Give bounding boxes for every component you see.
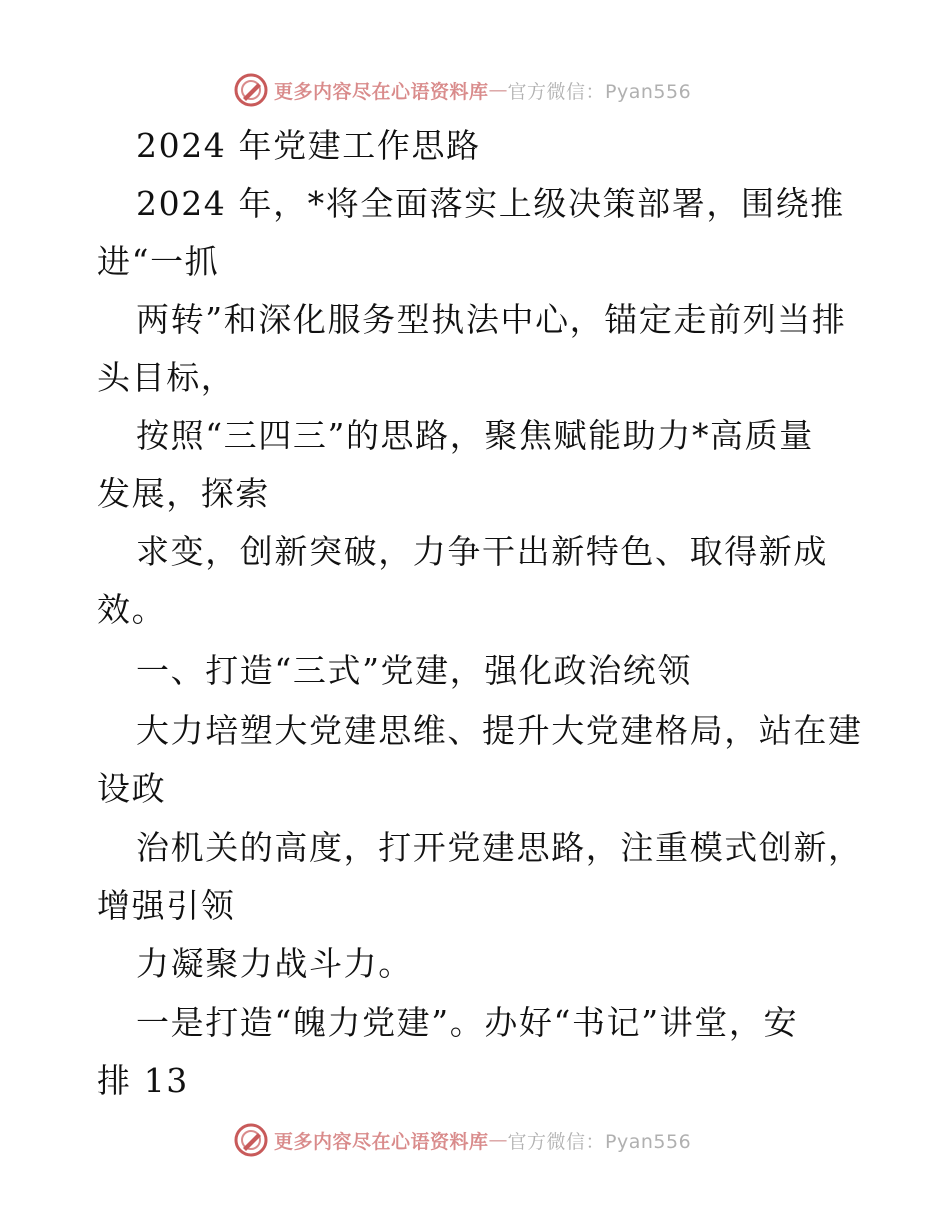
watermark-wechat: 官方微信：Pyan556: [507, 80, 692, 103]
paragraph-line: 按照“三四三”的思路，聚焦赋能助力*高质量: [136, 416, 814, 455]
paragraph-line: 求变，创新突破，力争干出新特色、取得新成: [136, 532, 828, 571]
paragraph-line: 设政: [97, 769, 167, 808]
paragraph-line: 增强引领: [97, 886, 236, 925]
watermark-wechat: 官方微信：Pyan556: [507, 1130, 692, 1153]
brand-logo-icon: [234, 73, 268, 107]
paragraph-line: 力凝聚力战斗力。: [136, 944, 413, 983]
paragraph-line: 头目标，: [97, 358, 236, 397]
paragraph-line: 一是打造“魄力党建”。办好“书记”讲堂，安: [136, 1003, 799, 1042]
brand-logo-icon: [234, 1123, 268, 1157]
header-watermark: [234, 72, 754, 108]
watermark-text: 更多内容尽在心语资料库: [274, 80, 489, 103]
section-heading: 一、打造“三式”党建，强化政治统领: [136, 651, 692, 690]
paragraph-line: 进“一抓: [97, 242, 220, 281]
paragraph-line: 2024 年，*将全面落实上级决策部署，围绕推: [136, 184, 845, 223]
paragraph-line: 治机关的高度，打开党建思路，注重模式创新，: [136, 828, 863, 867]
paragraph-line: 效。: [97, 590, 167, 629]
watermark-dash: —: [488, 1129, 508, 1151]
footer-watermark: [234, 1122, 754, 1158]
document-title: 2024 年党建工作思路: [136, 126, 481, 165]
paragraph-line: 大力培塑大党建思维、提升大党建格局，站在建: [136, 711, 863, 750]
watermark-dash: —: [488, 79, 508, 101]
paragraph-line: 两转”和深化服务型执法中心，锚定走前列当排: [136, 300, 847, 339]
paragraph-line: 排 13: [97, 1061, 189, 1100]
watermark-text: 更多内容尽在心语资料库: [274, 1130, 489, 1153]
paragraph-line: 发展，探索: [97, 474, 270, 513]
